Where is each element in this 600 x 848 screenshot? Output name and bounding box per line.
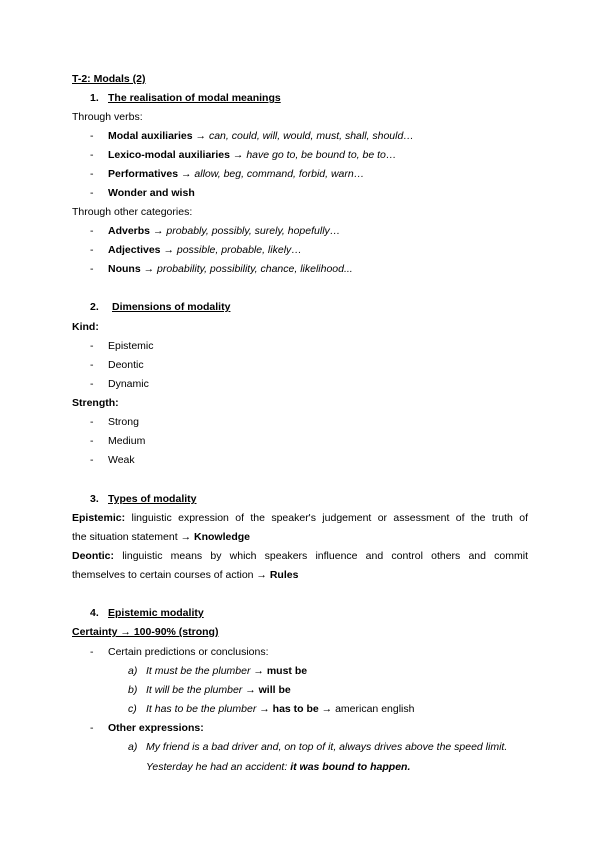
example-modal: has to be <box>272 703 319 715</box>
example-letter: b) <box>128 684 138 696</box>
example-letter: a) <box>128 665 138 677</box>
term: Epistemic: <box>72 512 126 524</box>
bullet-dash: - <box>90 416 94 428</box>
example-letter: c) <box>128 703 137 715</box>
strength-label: Strength: <box>72 397 119 409</box>
other-categories-intro: Through other categories: <box>72 206 193 218</box>
kind-item: Epistemic <box>108 340 154 352</box>
strength-item: Weak <box>108 454 135 466</box>
key-term: Rules <box>269 569 299 581</box>
kind-item: Dynamic <box>108 378 149 390</box>
example-text: Yesterday he had an accident: <box>146 761 288 773</box>
term: Modal auxiliaries <box>108 130 193 142</box>
example-text: It must be the plumber → <box>146 665 264 677</box>
deontic-definition-line-2 <box>72 568 298 582</box>
strength-item: Medium <box>108 435 146 447</box>
section-number: 1. <box>90 92 99 104</box>
certainty-heading: Certainty → 100-90% (strong) <box>72 626 219 638</box>
example-modal: must be <box>266 665 308 677</box>
example-text: My friend is a bad driver and, on top of it, always drives above the speed limit. <box>146 741 508 753</box>
example-text: It has to be the plumber → <box>146 703 270 715</box>
arrow-icon: → <box>143 263 155 275</box>
bullet-dash: - <box>90 454 94 466</box>
examples-text: can, could, will, would, must, shall, should… <box>208 130 414 142</box>
arrow-icon: → <box>163 244 174 256</box>
section-title: Epistemic modality <box>108 607 204 619</box>
bullet-dash: - <box>90 149 94 161</box>
bullet-dash: - <box>90 340 94 352</box>
section-title: Dimensions of modality <box>112 301 231 313</box>
epistemic-definition-line-1 <box>72 511 528 525</box>
deontic-definition-line-1 <box>72 549 528 563</box>
bullet-dash: - <box>90 244 94 256</box>
document-title: T-2: Modals (2) <box>72 73 146 85</box>
section-number: 2. <box>90 301 99 313</box>
verbs-intro: Through verbs: <box>72 111 143 123</box>
bullet-dash: - <box>90 359 94 371</box>
section-title: Types of modality <box>108 493 197 505</box>
examples-text: probably, possibly, surely, hopefully… <box>166 225 341 237</box>
examples-text: allow, beg, command, forbid, warn… <box>194 168 365 180</box>
strength-item: Strong <box>108 416 139 428</box>
bullet-dash: - <box>90 168 94 180</box>
kind-item: Deontic <box>108 359 144 371</box>
bullet-dash: - <box>90 722 94 734</box>
arrow-icon: → <box>180 168 192 180</box>
examples-text: have go to, be bound to, be to… <box>246 149 397 161</box>
example-text: It will be the plumber → <box>146 684 256 696</box>
arrow-icon: → <box>232 149 244 161</box>
arrow-icon: → <box>152 225 164 237</box>
kind-label: Kind: <box>72 321 99 333</box>
definition-text: linguistic expression of the speaker's judgement or assessment of the truth of <box>131 512 528 524</box>
bullet-dash: - <box>90 263 94 275</box>
bullet-dash: - <box>90 646 94 658</box>
bullet-dash: - <box>90 435 94 447</box>
arrow-icon: → <box>195 130 207 142</box>
example-note: → american english <box>321 703 415 715</box>
list-text: Other expressions: <box>108 722 204 734</box>
bullet-dash: - <box>90 225 94 237</box>
term: Deontic: <box>72 550 114 562</box>
term: Adverbs <box>108 225 151 237</box>
examples-text: possible, probable, likely… <box>176 244 302 256</box>
bullet-dash: - <box>90 187 94 199</box>
epistemic-definition-line-2 <box>72 530 250 544</box>
term: Performatives <box>108 168 179 180</box>
example-modal: will be <box>258 684 291 696</box>
example-letter: a) <box>128 741 138 753</box>
examples-text: probability, possibility, chance, likelihood... <box>157 263 353 275</box>
definition-text: linguistic means by which speakers influence and control others and commit <box>122 550 529 562</box>
bullet-dash: - <box>90 378 94 390</box>
term: Adjectives <box>108 244 161 256</box>
definition-text: the situation statement → <box>72 531 192 543</box>
section-number: 4. <box>90 607 99 619</box>
definition-text: themselves to certain courses of action → <box>72 569 267 581</box>
term: Lexico-modal auxiliaries <box>108 149 230 161</box>
example-modal: it was bound to happen. <box>290 761 411 773</box>
section-number: 3. <box>90 493 99 505</box>
bullet-dash: - <box>90 130 94 142</box>
key-term: Knowledge <box>194 531 251 543</box>
term: Wonder and wish <box>108 187 195 199</box>
section-title: The realisation of modal meanings <box>108 92 281 104</box>
list-text: Certain predictions or conclusions: <box>108 646 269 658</box>
term: Nouns <box>108 263 141 275</box>
